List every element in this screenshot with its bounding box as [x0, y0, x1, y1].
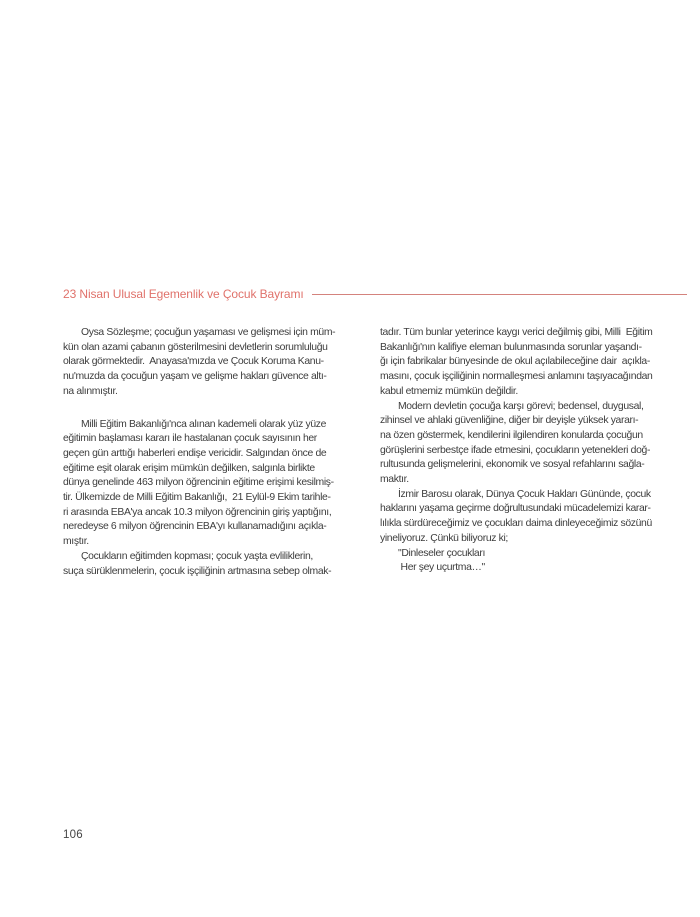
text-line: eğitimin başlaması kararı ile hastalanan çocuk sayısının her: [63, 433, 317, 445]
paragraph: [380, 547, 688, 576]
page-number: 106: [63, 829, 83, 841]
text-line: suça sürüklenmelerin, çocuk işçiliğinin artmasına sebep olmak-: [63, 565, 332, 577]
section-divider-line: [312, 294, 687, 295]
section-title: 23 Nisan Ulusal Egemenlik ve Çocuk Bayramı: [63, 287, 304, 301]
column-right: [380, 326, 688, 579]
text-line: na alınmıştır.: [63, 385, 118, 397]
text-line: haklarını yaşama geçirme doğrultusundaki mücadelemizi karar-: [380, 503, 651, 515]
text-line: Her şey uçurtma…": [398, 562, 485, 574]
paragraph: [63, 326, 368, 400]
text-line: Modern devletin çocuğa karşı görevi; bedensel, duygusal,: [398, 400, 644, 412]
text-line: Milli Eğitim Bakanlığı'nca alınan kademeli olarak yüz yüze: [81, 418, 327, 430]
text-line: kün olan azami çabanın gösterilmesini devletlerin sorumluluğu: [63, 341, 328, 353]
text-line: tadır. Tüm bunlar yeterince kaygı verici değilmiş gibi, Milli Eğitim: [380, 327, 653, 338]
article-body: [63, 326, 688, 579]
text-line: zihinsel ve ahlaki güvenliğine, diğer bir deyişle yüksek yararı-: [380, 415, 639, 427]
text-line: nu'muzda da çocuğun yaşam ve gelişme hakları güvence altı-: [63, 371, 327, 383]
text-line: na özen göstermek, kendilerini ilgilendiren konularda çocuğun: [380, 429, 643, 441]
text-line: maktır.: [380, 474, 409, 486]
text-line: neredeyse 6 milyon öğrencinin EBA'yı kullanamadığını açıkla-: [63, 521, 327, 533]
text-line: olarak görmektedir. Anayasa'mızda ve Çocuk Koruma Kanu-: [63, 356, 324, 368]
text-line: Oysa Sözleşme; çocuğun yaşaması ve gelişmesi için müm-: [81, 327, 336, 338]
paragraph: [380, 488, 688, 547]
paragraph: [63, 550, 368, 579]
text-line: rultusunda gelişmelerini, ekonomik ve sosyal refahlarını sağla-: [380, 459, 645, 471]
text-line: mıştır.: [63, 536, 89, 548]
text-line: ğı için fabrikalar bünyesinde de okul açılabileceğine dair açıkla-: [380, 356, 650, 368]
text-line: lılıkla sürdüreceğimiz ve çocukları daima dinleyeceğimiz sözünü: [380, 518, 652, 530]
text-line: dünya genelinde 463 milyon öğrencinin eğitime erişimi kesilmiş-: [63, 477, 334, 489]
text-line: kabul etmemiz mümkün değildir.: [380, 385, 518, 397]
text-line: yineliyoruz. Çünkü biliyoruz ki;: [380, 532, 508, 544]
text-line: İzmir Barosu olarak, Dünya Çocuk Hakları Gününde, çocuk: [398, 488, 651, 500]
text-line: Bakanlığı'nın kalifiye eleman bulunmasında sorunlar yaşandı-: [380, 341, 642, 353]
text-line: eğitime eşit olarak erişim mümkün değilken, salgınla birlikte: [63, 462, 315, 474]
text-line: masını, çocuk işçiliğinin normalleşmesi anlamını taşıyacağından: [380, 371, 653, 383]
text-line: tir. Ülkemizde de Milli Eğitim Bakanlığı, 21 Eylül-9 Ekim tarihle-: [63, 492, 331, 504]
paragraph: [63, 418, 368, 550]
column-left: [63, 326, 368, 579]
text-line: Çocukların eğitimden kopması; çocuk yaşta evliliklerin,: [81, 550, 313, 562]
text-line: görüşlerini serbestçe ifade etmesini, çocukların yetenekleri doğ-: [380, 444, 651, 456]
section-header: [63, 288, 687, 300]
paragraph: [380, 400, 688, 488]
text-line: ri arasında EBA'ya ancak 10.3 milyon öğrencinin giriş yaptığını,: [63, 506, 332, 518]
text-line: "Dinleseler çocukları: [398, 547, 486, 559]
text-line: geçen gün arttığı haberleri endişe vericidir. Salgından önce de: [63, 447, 327, 459]
paragraph: [380, 326, 688, 400]
